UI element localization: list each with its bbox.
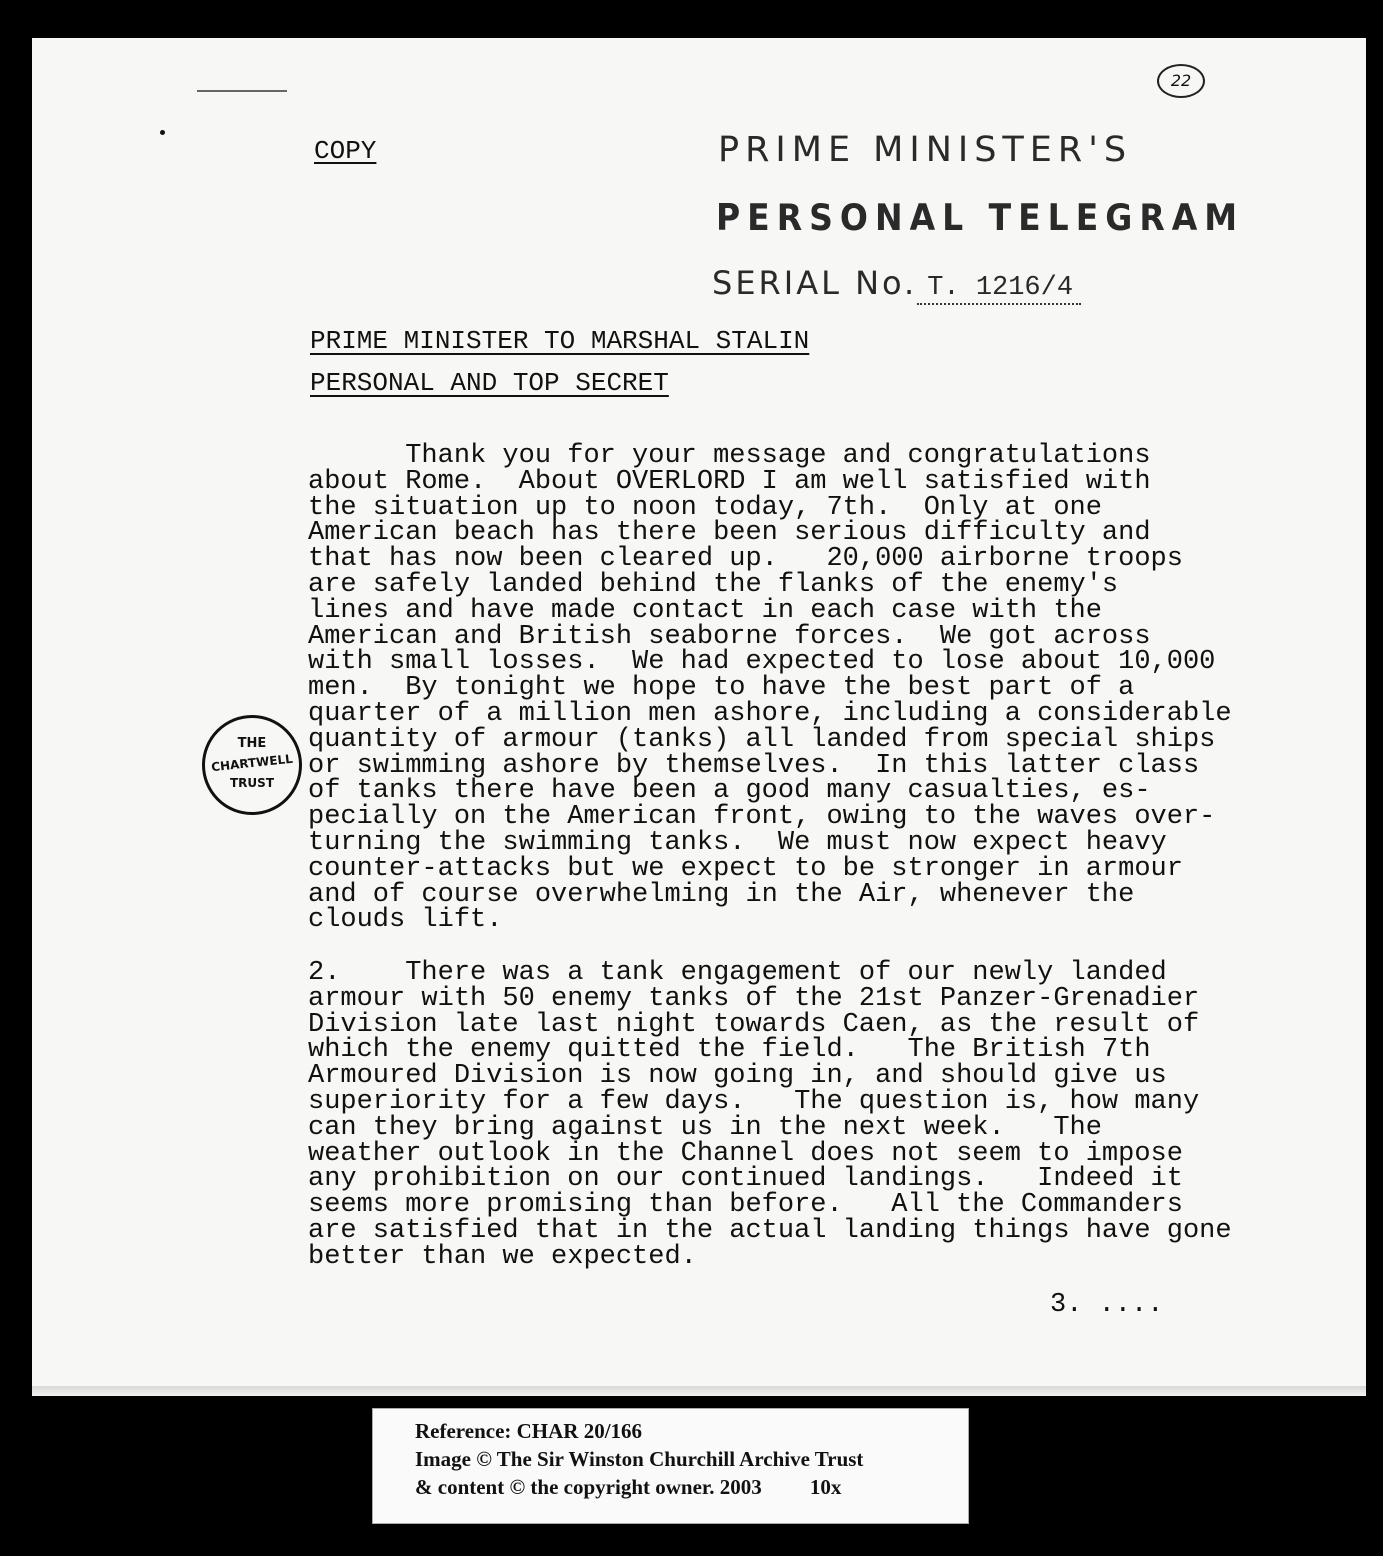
document-page [32, 38, 1366, 1394]
caption-copyright: Image © The Sir Winston Churchill Archive Trust [415, 1447, 864, 1471]
archive-caption [372, 1408, 969, 1524]
chartwell-trust-stamp [202, 715, 302, 815]
paragraph-2: 2. There was a tank engagement of our newly landed armour with 50 enemy tanks of the 21st Panzer-Grenadier Division late last night towards Caen, as the result of which the enemy quitted the field. The British 7th Armoured Division is now going in, and should give us superiority for a few days. The question is, how many can they bring against us in the next week. The weather outlook in the Channel does not seem to impose any prohibition on our continued landings. Indeed it seems more promising than before. All the Commanders are satisfied that in the actual landing things have gone better than we expected. [308, 958, 1232, 1272]
caption-content-line [415, 1473, 968, 1501]
paragraph-1: Thank you for your message and congratulations about Rome. About OVERLORD I am well satisfied with the situation up to noon today, 7th. Only at one American beach has there been serious difficulty and that has now been cleared up. 20,000 airborne troops are safely landed behind the flanks of the enemy's lines and have made contact in each case with the American and British seaborne forces. We got across with small losses. We had expected to lose about 10,000 men. By tonight we hope to have the best part of a quarter of a million men ashore, including a considerable quantity of armour (tanks) all landed from special ships or swimming ashore by themselves. In this latter class of tanks there have been a good many casualties, es- pecially on the American front, owing to the waves over- turning the swimming tanks. We must now expect heavy counter-attacks but we expect to be stronger in armour and of course overwhelming in the Air, whenever the clouds lift. [308, 441, 1232, 936]
caption-image-size: 10x [809, 1475, 842, 1499]
heading-recipient: PRIME MINISTER TO MARSHAL STALIN [310, 326, 810, 356]
heading-classification: PERSONAL AND TOP SECRET [310, 368, 669, 398]
serial-value: T. 1216/4 [917, 273, 1081, 305]
catchword: 3. .... [1050, 1290, 1164, 1320]
stamp-serial [712, 264, 1081, 305]
page-edge [32, 1386, 1366, 1396]
pencil-mark [197, 90, 287, 92]
caption-content: & content © the copyright owner. 2003 [415, 1475, 762, 1499]
copy-label: COPY [314, 136, 377, 166]
stamp-line-prime-minister: PRIME MINISTER'S [718, 130, 1133, 170]
serial-label: SERIAL No. [712, 264, 918, 302]
stamp-text-the: THE [237, 736, 267, 751]
punch-hole [160, 130, 165, 135]
stamp-line-personal-telegram: PERSONAL TELEGRAM [716, 196, 1245, 239]
stamp-text-trust: TRUST [230, 776, 274, 790]
caption-reference: Reference: CHAR 20/166 [415, 1419, 643, 1443]
folio-number: 22 [1157, 64, 1205, 98]
stamp-text-chartwell: CHARTWELL [210, 751, 294, 775]
